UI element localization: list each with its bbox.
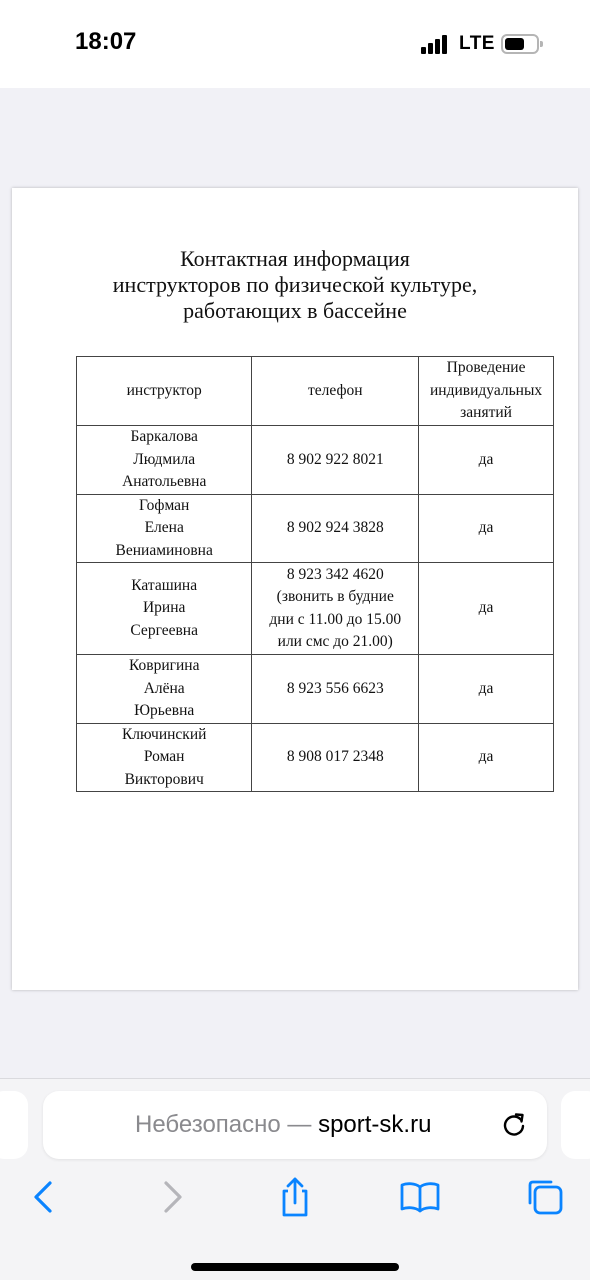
phone-line: 8 923 556 6623 xyxy=(286,679,384,697)
individual-lessons: да xyxy=(419,426,554,495)
address-text xyxy=(135,1111,431,1139)
phone-line: 8 923 342 4620 xyxy=(286,565,384,583)
home-indicator xyxy=(191,1263,399,1271)
share-icon[interactable] xyxy=(273,1175,317,1219)
header-individual xyxy=(419,357,554,426)
title-line: Контактная информация xyxy=(180,246,410,271)
instructor-name xyxy=(77,655,252,724)
name-line: Роман xyxy=(143,748,185,765)
title-line: работающих в бассейне xyxy=(183,298,407,323)
instructor-phone xyxy=(252,494,419,563)
browser-toolbar xyxy=(0,1078,590,1280)
header-line: индивидуальных xyxy=(430,381,543,399)
phone-line: 8 908 017 2348 xyxy=(286,748,384,765)
table-row xyxy=(77,723,554,792)
header-phone: телефон xyxy=(252,357,419,426)
individual-lessons: да xyxy=(419,723,554,792)
instructor-name xyxy=(77,426,252,495)
instructor-name xyxy=(77,723,252,792)
name-line: Баркалова xyxy=(130,428,198,445)
document-page xyxy=(12,188,578,990)
name-line: Елена xyxy=(144,519,184,536)
name-line: Юрьевна xyxy=(134,702,195,719)
battery-icon xyxy=(501,34,539,54)
phone-line: или смс до 21.00) xyxy=(277,633,393,650)
header-line: Проведение xyxy=(446,359,526,377)
individual-lessons: да xyxy=(419,563,554,655)
name-line: Людмила xyxy=(133,450,196,468)
instructor-phone xyxy=(252,723,419,792)
address-domain: sport-sk.ru xyxy=(318,1111,432,1138)
name-line: Ирина xyxy=(142,599,186,617)
phone-line: дни с 11.00 до 15.00 xyxy=(269,610,402,628)
previous-tab-preview[interactable] xyxy=(0,1091,28,1159)
name-line: Алёна xyxy=(143,679,185,697)
table-row xyxy=(77,494,554,563)
reload-icon[interactable] xyxy=(500,1111,528,1139)
individual-lessons: да xyxy=(419,494,554,563)
next-tab-preview[interactable] xyxy=(561,1091,590,1159)
status-time: 18:07 xyxy=(75,28,137,55)
cellular-signal-icon xyxy=(421,34,451,54)
instructors-table xyxy=(76,356,554,792)
header-instructor: инструктор xyxy=(77,357,252,426)
instructor-phone xyxy=(252,655,419,724)
name-line: Сергеевна xyxy=(130,621,198,639)
forward-icon[interactable] xyxy=(150,1175,194,1219)
individual-lessons: да xyxy=(419,655,554,724)
instructor-name xyxy=(77,563,252,655)
back-icon[interactable] xyxy=(22,1175,66,1219)
network-type-label: LTE xyxy=(459,33,495,54)
name-line: Анатольевна xyxy=(122,473,207,490)
name-line: Ключинский xyxy=(121,725,207,743)
name-line: Каташина xyxy=(131,576,198,594)
table-row xyxy=(77,655,554,724)
table-row xyxy=(77,563,554,655)
name-line: Ковригина xyxy=(128,657,200,674)
header-line: занятий xyxy=(460,404,512,422)
status-bar xyxy=(0,0,590,88)
security-warning: Небезопасно — xyxy=(135,1111,319,1138)
table-row xyxy=(77,426,554,495)
instructor-phone xyxy=(252,563,419,655)
title-line: инструкторов по физической культуре, xyxy=(112,272,478,297)
phone-line: 8 902 922 8021 xyxy=(286,450,384,468)
name-line: Вениаминовна xyxy=(115,541,213,559)
instructor-name xyxy=(77,494,252,563)
instructor-phone xyxy=(252,426,419,495)
address-bar[interactable] xyxy=(43,1091,547,1159)
phone-line: (звонить в будние xyxy=(276,588,394,605)
document-title xyxy=(12,246,578,324)
name-line: Гофман xyxy=(139,496,190,514)
bookmarks-icon[interactable] xyxy=(398,1175,442,1219)
tabs-icon[interactable] xyxy=(523,1175,567,1219)
phone-line: 8 902 924 3828 xyxy=(286,519,384,536)
name-line: Викторович xyxy=(124,770,204,788)
table-header-row xyxy=(77,357,554,426)
